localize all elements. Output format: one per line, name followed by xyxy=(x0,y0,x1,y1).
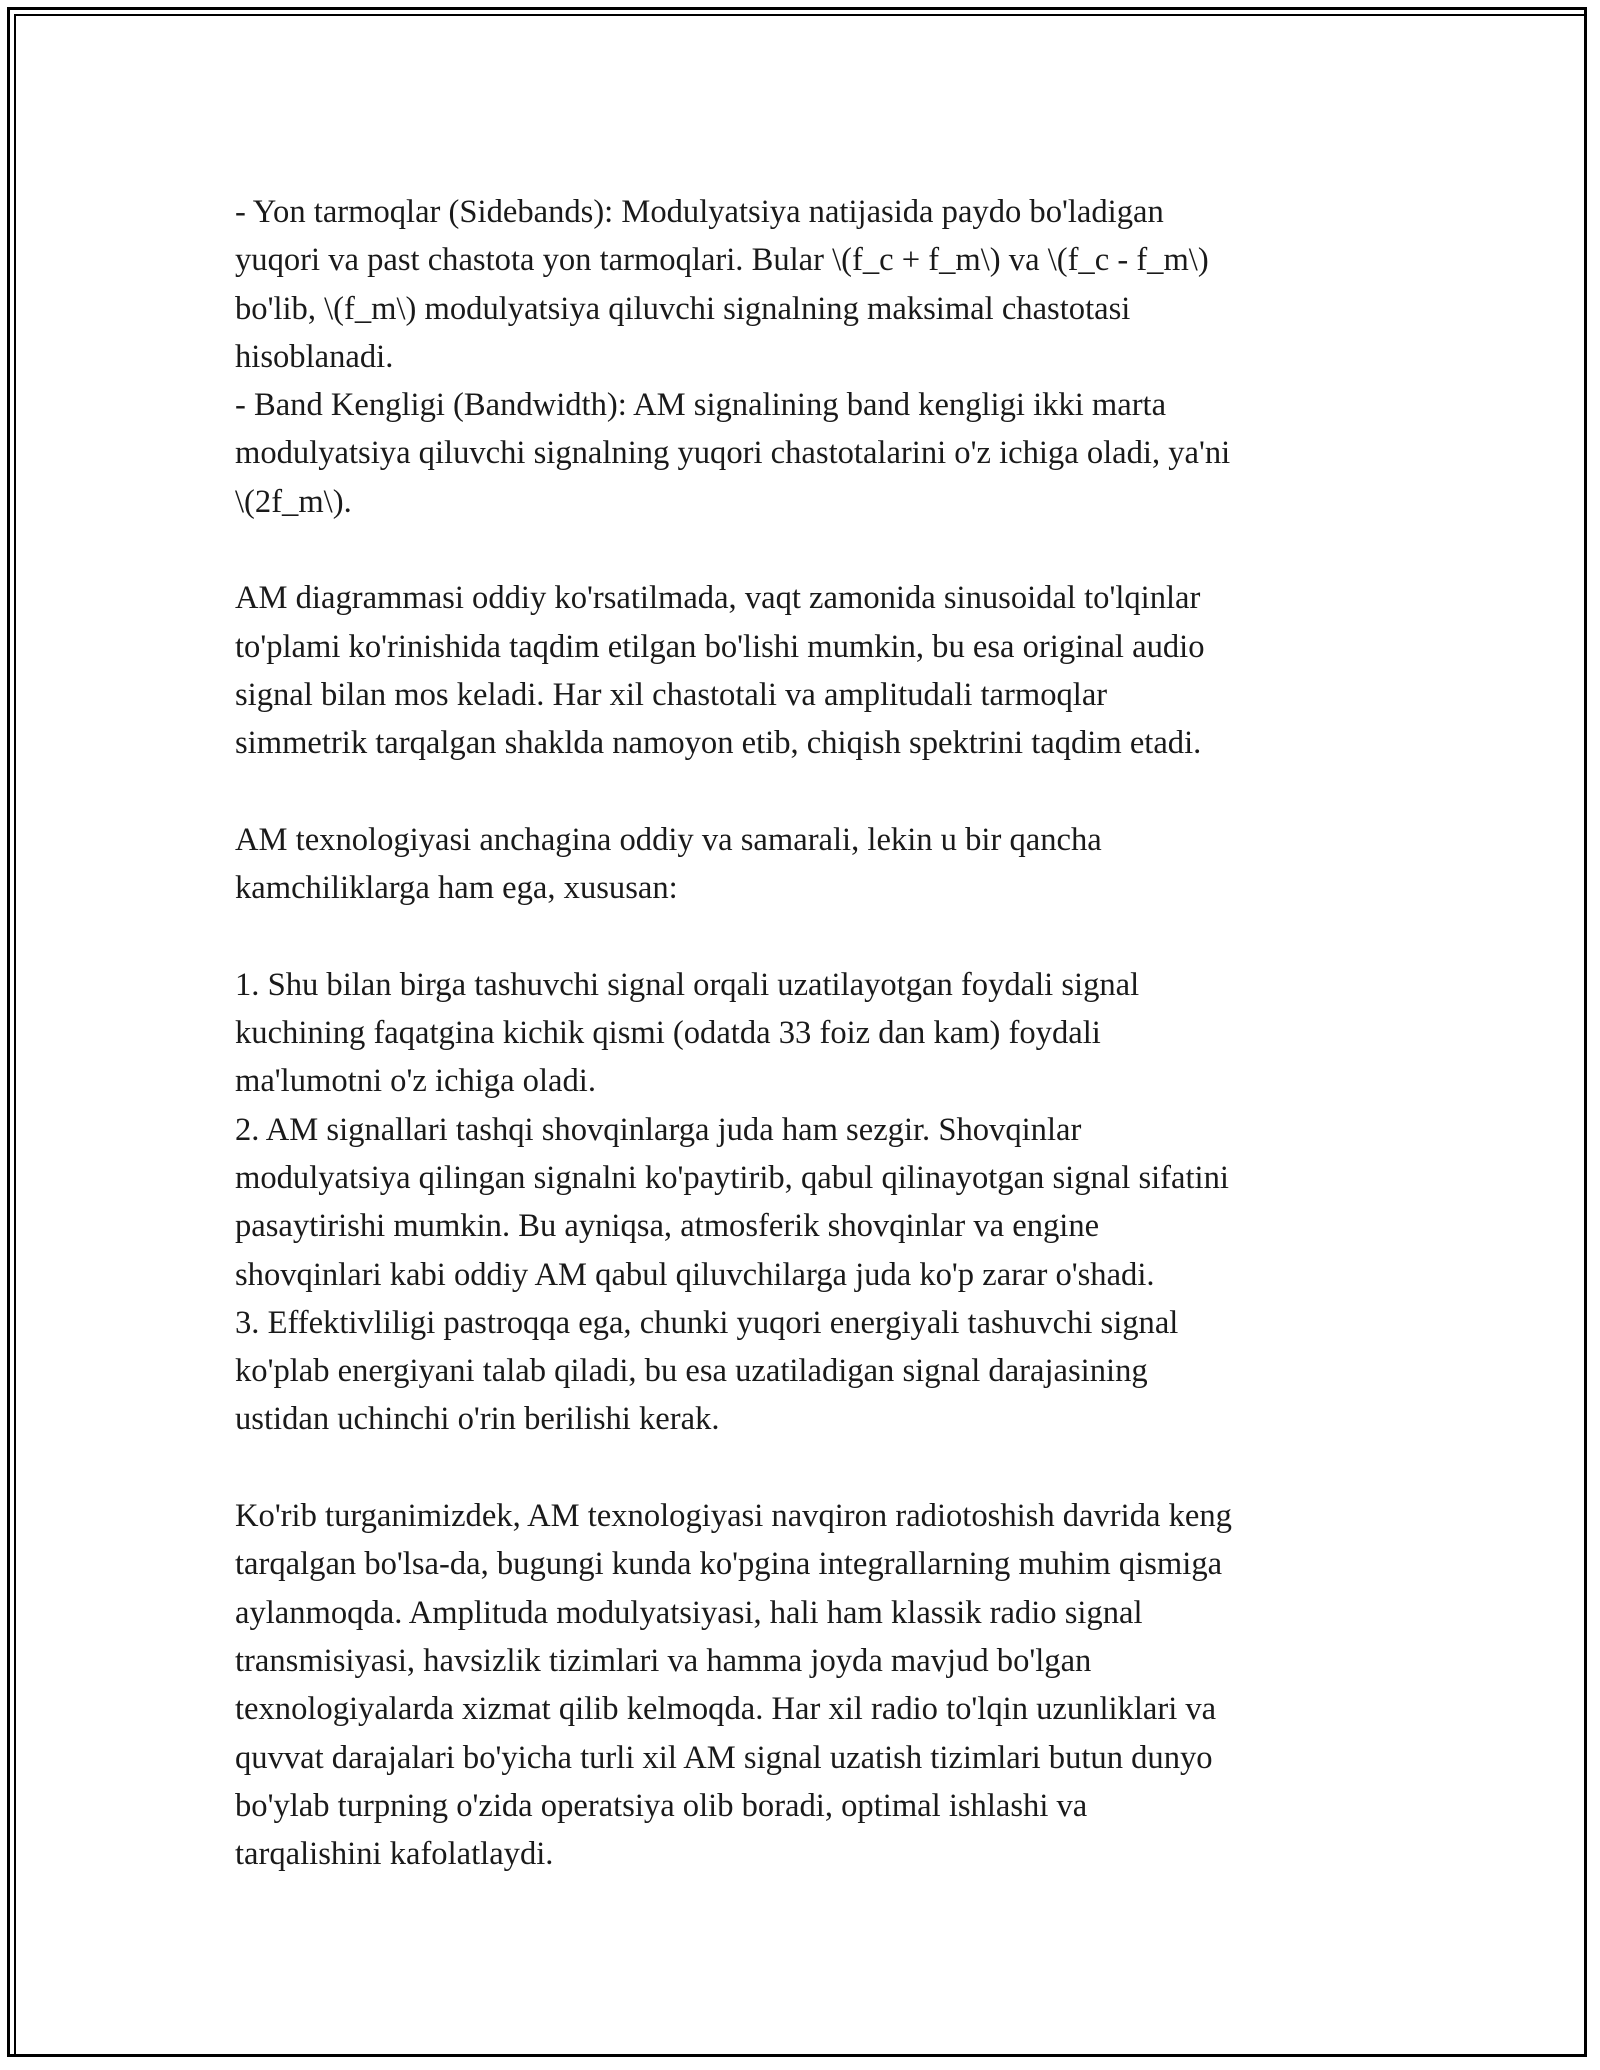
paragraph xyxy=(235,1492,1385,1878)
text-line: AM diagrammasi oddiy ko'rsatilmada, vaqt zamonida sinusoidal to'lqinlar xyxy=(235,580,1201,617)
text-line: 1. Shu bilan birga tashuvchi signal orqali uzatilayotgan foydali signal xyxy=(235,966,1140,1003)
text-line: yuqori va past chastota yon tarmoqlari. Bular \(f_c + f_m\) va \(f_c - f_m\) xyxy=(235,242,1209,279)
text-line: modulyatsiya qiluvchi signalning yuqori chastotalarini o'z ichiga oladi, ya'ni xyxy=(235,435,1231,472)
text-line: bo'ylab turpning o'zida operatsiya olib boradi, optimal ishlashi va xyxy=(235,1787,1088,1824)
paragraph-gap xyxy=(235,1444,1385,1492)
text-line: - Yon tarmoqlar (Sidebands): Modulyatsiya natijasida paydo bo'ladigan xyxy=(235,194,1164,230)
text-line: hisoblanadi. xyxy=(235,338,394,375)
text-line: AM texnologiyasi anchagina oddiy va samarali, lekin u bir qancha xyxy=(235,821,1102,858)
text-line: Ko'rib turganimizdek, AM texnologiyasi navqiron radiotoshish davrida keng xyxy=(235,1498,1232,1535)
text-line: - Band Kengligi (Bandwidth): AM signalining band kengligi ikki marta xyxy=(235,387,1167,424)
text-line: quvvat darajalari bo'yicha turli xil AM signal uzatish tizimlari butun dunyo xyxy=(235,1739,1213,1776)
text-line: signal bilan mos keladi. Har xil chastotali va amplitudali tarmoqlar xyxy=(235,676,1108,713)
text-line: 2. AM signallari tashqi shovqinlarga juda ham sezgir. Shovqinlar xyxy=(235,1111,1082,1148)
text-line: tarqalishini kafolatlaydi. xyxy=(235,1836,554,1873)
text-line: to'plami ko'rinishida taqdim etilgan bo'lishi mumkin, bu esa original audio xyxy=(235,628,1205,665)
paragraph xyxy=(235,188,1385,526)
text-line: bo'lib, \(f_m\) modulyatsiya qiluvchi signalning maksimal chastotasi xyxy=(235,290,1131,327)
text-line: modulyatsiya qilingan signalni ko'paytirib, qabul qilinayotgan signal sifatini xyxy=(235,1159,1229,1196)
paragraph xyxy=(235,961,1385,1444)
text-line: aylanmoqda. Amplituda modulyatsiyasi, hali ham klassik radio signal xyxy=(235,1594,1143,1631)
text-line: ustidan uchinchi o'rin berilishi kerak. xyxy=(235,1401,720,1438)
text-line: \(2f_m\). xyxy=(235,483,352,520)
text-line: ma'lumotni o'z ichiga oladi. xyxy=(235,1063,596,1100)
text-line: pasaytirishi mumkin. Bu ayniqsa, atmosferik shovqinlar va engine xyxy=(235,1208,1100,1245)
paragraph-gap xyxy=(235,768,1385,816)
paragraph-gap xyxy=(235,526,1385,574)
text-line: shovqinlari kabi oddiy AM qabul qiluvchilarga juda ko'p zarar o'shadi. xyxy=(235,1256,1155,1293)
paragraph xyxy=(235,816,1385,913)
text-line: tarqalgan bo'lsa-da, bugungi kunda ko'pgina integrallarning muhim qismiga xyxy=(235,1546,1223,1583)
text-line: 3. Effektivliligi pastroqqa ega, chunki yuqori energiyali tashuvchi signal xyxy=(235,1304,1179,1341)
paragraph xyxy=(235,574,1385,767)
text-line: texnologiyalarda xizmat qilib kelmoqda. Har xil radio to'lqin uzunliklari va xyxy=(235,1691,1217,1728)
document-body xyxy=(235,188,1385,1878)
text-line: transmisiyasi, havsizlik tizimlari va hamma joyda mavjud bo'lgan xyxy=(235,1642,1092,1679)
paragraph-gap xyxy=(235,912,1385,960)
text-line: simmetrik tarqalgan shaklda namoyon etib, chiqish spektrini taqdim etadi. xyxy=(235,725,1202,762)
text-line: kamchiliklarga ham ega, xususan: xyxy=(235,870,678,907)
text-line: ko'plab energiyani talab qiladi, bu esa uzatiladigan signal darajasining xyxy=(235,1353,1148,1390)
text-line: kuchining faqatgina kichik qismi (odatda 33 foiz dan kam) foydali xyxy=(235,1015,1101,1052)
